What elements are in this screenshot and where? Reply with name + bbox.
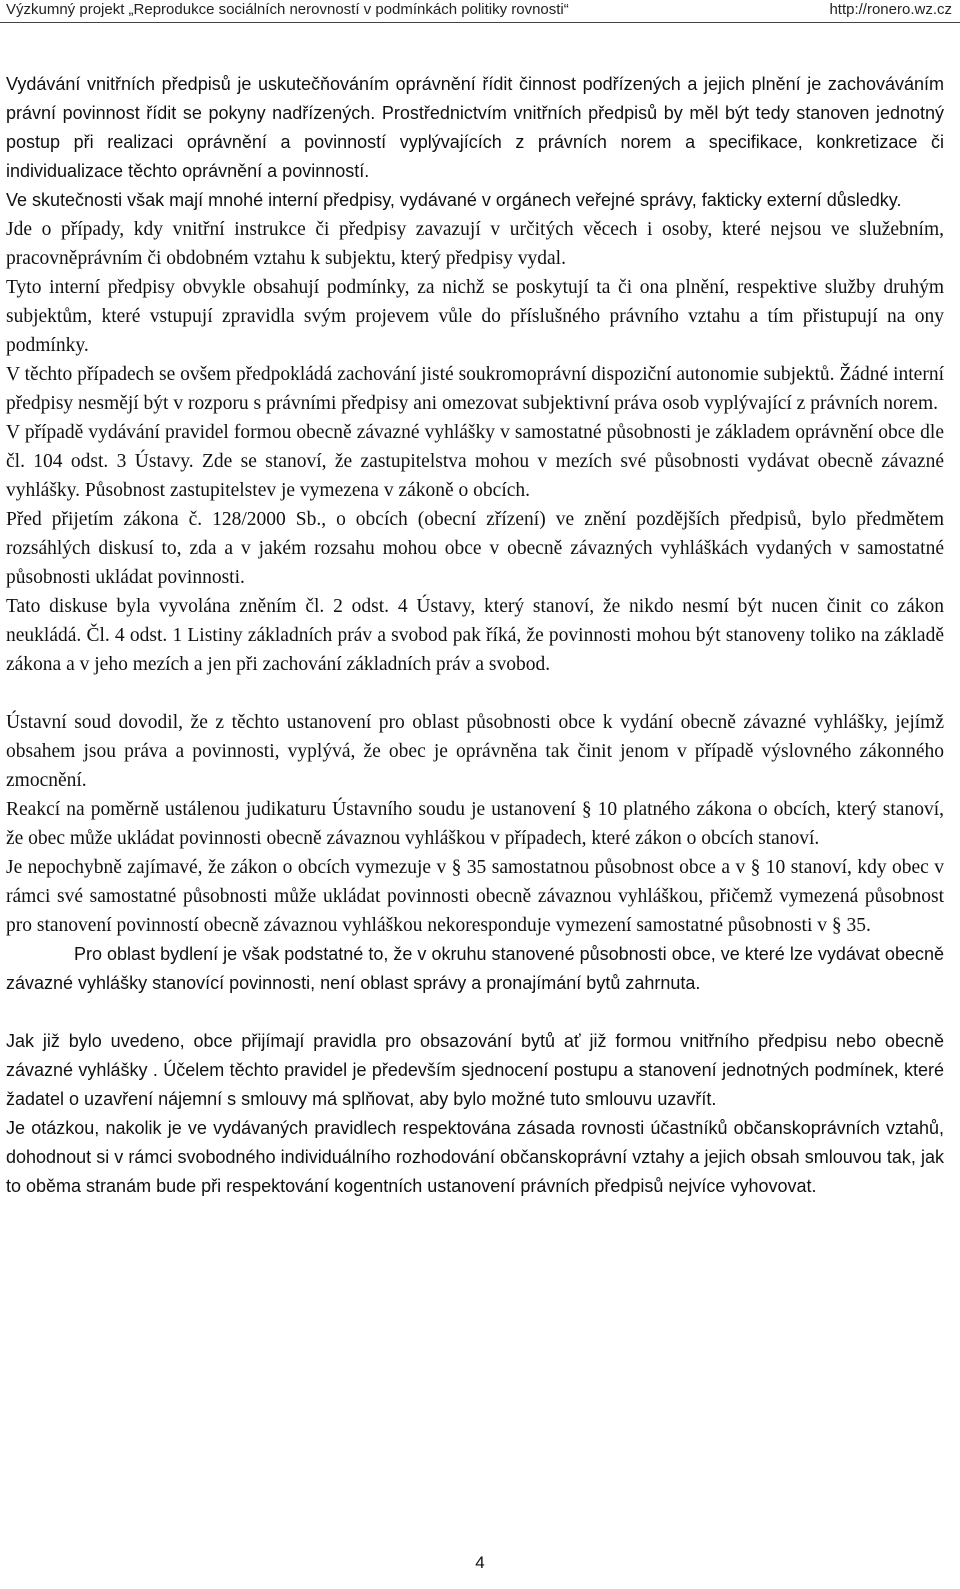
paragraph-12: Pro oblast bydlení je však podstatné to, že v okruhu stanovené působnosti obce, ve které lze vydávat obecně závazné vyhlášky stanovící povinnosti, není oblast správy a pronajímání bytů zahrnuta. [6, 944, 944, 993]
paragraph-4: Tyto interní předpisy obvykle obsahují podmínky, za nichž se poskytují ta či ona plnění, respektive služby druhým subjektům, které vstupují zpravidla svým projevem vůle do příslušného právního vztahu a tím přistupují na ony podmínky. [6, 277, 944, 356]
paragraph-14: Je otázkou, nakolik je ve vydávaných pravidlech respektována zásada rovnosti účastníků občanskoprávních vztahů, dohodnout si v rámci svobodného individuálního rozhodování občanskoprávní vztahy a jejich obsah smlouvou tak, jak to oběma stranám bude při respektování kogentních ustanovení právních předpisů nejvíce vyhovovat. [6, 1118, 944, 1196]
paragraph-3: Jde o případy, kdy vnitřní instrukce či předpisy zavazují v určitých věcech i osoby, které nejsou ve služebním, pracovněprávním či obdobném vztahu k subjektu, který předpisy vydal. [6, 219, 944, 269]
paragraph-7: Před přijetím zákona č. 128/2000 Sb., o obcích (obecní zřízení) ve znění pozdějších předpisů, bylo předmětem rozsáhlých diskusí to, zda a v jakém rozsahu mohou obce v obecně závazných vyhláškách vydaných v samostatné působnosti ukládat povinnosti. [6, 509, 944, 588]
paragraph-13: Jak již bylo uvedeno, obce přijímají pravidla pro obsazování bytů ať již formou vnitřního předpisu nebo obecně závazné vyhlášky . Účelem těchto pravidel je především sjednocení postupu a stanovení jednotných podmínek, které žadatel o uzavření nájemní s smlouvy má splňovat, aby bylo možné tuto smlouvu uzavřít. [6, 1031, 944, 1109]
paragraph-2: Ve skutečnosti však mají mnohé interní předpisy, vydávané v orgánech veřejné správy, fakticky externí důsledky. [6, 190, 902, 210]
paragraph-5: V těchto případech se ovšem předpokládá zachování jisté soukromoprávní dispoziční autonomie subjektů. Žádné interní předpisy nesmějí být v rozporu s právními předpisy ani omezovat subjektivní práva osob vyplývající z právních norem. [6, 364, 944, 414]
header-project-title: Výzkumný projekt „Reprodukce sociálních nerovností v podmínkách politiky rovnosti“ [6, 1, 569, 18]
document-body [6, 70, 944, 1201]
paragraph-10: Reakcí na poměrně ustálenou judikaturu Ústavního soudu je ustanovení § 10 platného zákona o obcích, který stanoví, že obec může ukládat povinnosti obecně závaznou vyhláškou v případech, které zákon o obcích stanoví. [6, 799, 944, 849]
paragraph-1: Vydávání vnitřních předpisů je uskutečňováním oprávnění řídit činnost podřízených a jejich plnění je zachováváním právní povinnost řídit se pokyny nadřízených. Prostřednictvím vnitřních předpisů by měl být tedy stanoven jednotný postup při realizaci oprávnění a povinností vyplývajících z právních norem a specifikace, konkretizace či individualizace těchto oprávnění a povinností. [6, 74, 944, 181]
running-header [0, 0, 960, 23]
page-number: 4 [475, 1553, 485, 1572]
paragraph-11: Je nepochybně zajímavé, že zákon o obcích vymezuje v § 35 samostatnou působnost obce a v § 10 stanoví, kdy obec v rámci své samostatné působnosti může ukládat povinnosti obecně závaznou vyhláškou, přičemž vymezená působnost pro stanovení povinností obecně závaznou vyhláškou nekoresponduje vymezení samostatné působnosti v § 35. [6, 857, 944, 936]
header-url[interactable]: http://ronero.wz.cz [829, 1, 952, 18]
paragraph-6: V případě vydávání pravidel formou obecně závazné vyhlášky v samostatné působnosti je základem oprávnění obce dle čl. 104 odst. 3 Ústavy. Zde se stanoví, že zastupitelstva mohou v mezích své působnosti vydávat obecně závazné vyhlášky. Působnost zastupitelstev je vymezena v zákoně o obcích. [6, 422, 944, 501]
paragraph-9: Ústavní soud dovodil, že z těchto ustanovení pro oblast působnosti obce k vydání obecně závazné vyhlášky, jejímž obsahem jsou práva a povinnosti, vyplývá, že obec je oprávněna tak činit jenom v případě výslovného zákonného zmocnění. [6, 712, 944, 791]
paragraph-8: Tato diskuse byla vyvolána zněním čl. 2 odst. 4 Ústavy, který stanoví, že nikdo nesmí být nucen činit co zákon neukládá. Čl. 4 odst. 1 Listiny základních práv a svobod pak říká, že povinnosti mohou být stanoveny toliko na základě zákona a v jeho mezích a jen při zachování základních práv a svobod. [6, 596, 944, 675]
